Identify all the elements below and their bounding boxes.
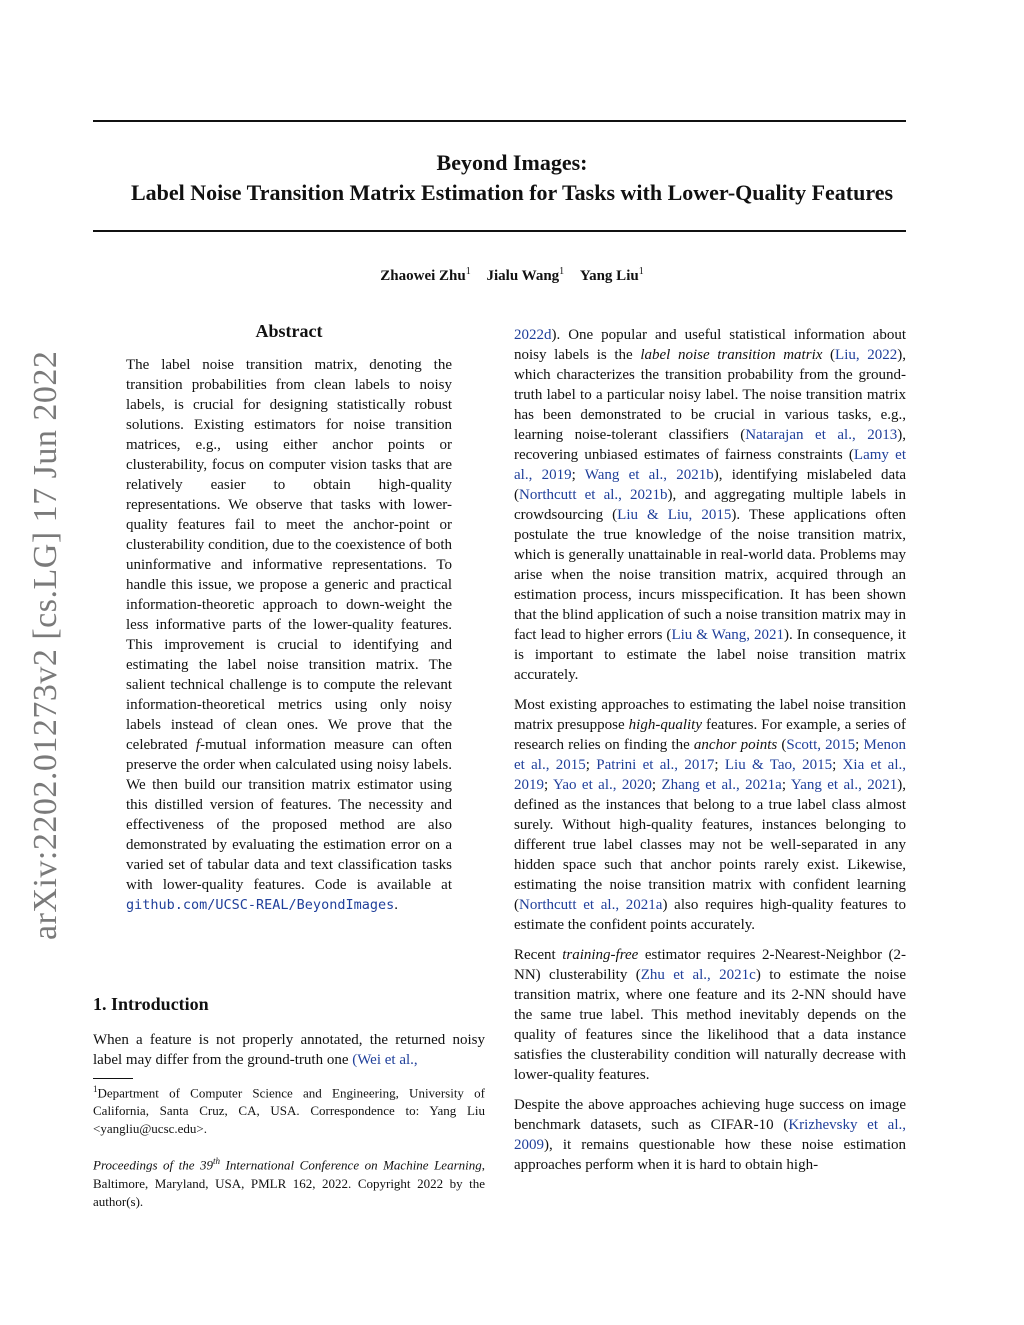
citation-link[interactable]: Northcutt et al., 2021b xyxy=(519,487,668,503)
author: Yang Liu$^1$ xyxy=(579,266,644,284)
text-run: ), defined as the instances that belong to a true label class almost surely. Without high-quality features, instances belonging to different true label classes may not be well-separated in any hidden space such that anchor points rarely exist. Likewise, estimating the noise transition matrix with confident learning ( xyxy=(514,777,906,913)
proceedings-note: Proceedings of the 39th International Conference on Machine Learning, Baltimore, Maryland, USA, PMLR 162, 2022. Copyright 2022 by the author(s). xyxy=(93,1156,485,1209)
text-run: Most existing approaches to estimating the label noise transition matrix presuppose xyxy=(514,697,906,733)
text-run: ; xyxy=(571,467,585,483)
text-run: Recent xyxy=(514,947,563,963)
author-list xyxy=(0,266,1024,285)
text-run: ), recovering unbiased estimates of fairness constraints ( xyxy=(514,427,906,463)
citation-link[interactable]: Zhu et al., 2021c xyxy=(640,967,756,983)
text-run: ), which characterizes the transition probability from the ground-truth label to a particular noisy label. The noise transition matrix has been demonstrated to be crucial in various tasks, e.g., learning noise-tolerant classifiers ( xyxy=(514,347,906,443)
text-run: ), identifying mislabeled data ( xyxy=(514,467,907,503)
affiliation-footnote: $^1$Department of Computer Science and Engineering, University of California, Santa Cruz, CA, USA. Correspondence to: Yang Liu <yangliu@ucsc.edu>. xyxy=(93,1084,485,1137)
text-run: ). In consequence, it is important to estimate the label noise transition matrix accurately. xyxy=(514,627,907,683)
footnote-rule xyxy=(93,1078,133,1079)
citation-link[interactable]: Scott, 2015 xyxy=(786,737,856,753)
footnotes xyxy=(93,1080,485,1211)
citation-link[interactable]: Lamy et al., 2019 xyxy=(514,447,906,483)
text-run: ), and aggregating multiple labels in crowdsourcing ( xyxy=(514,487,906,523)
section-heading-introduction: 1. Introduction xyxy=(93,994,209,1014)
citation-link[interactable]: 2022d xyxy=(514,327,552,343)
text-run: ; xyxy=(781,777,791,793)
citation-link[interactable]: Yao et al., 2020 xyxy=(553,777,652,793)
citation-link[interactable]: Menon et al., 2015 xyxy=(514,737,907,773)
emphasis: label noise transition matrix xyxy=(640,347,823,363)
title-rule-top xyxy=(93,120,906,122)
text-run: ; xyxy=(544,777,554,793)
text-run: ( xyxy=(822,347,836,363)
title-rule-bottom xyxy=(93,230,906,232)
citation-link[interactable]: Xia et al., 2019 xyxy=(514,757,907,793)
text-run: ). These applications often postulate the true knowledge of the noise transition matrix, which is generally unattainable in real-world data. Problems may arise when the noise transition matrix, acquired through an estimation process, incurs misspecification. It has been shown that the blind application of such a noise transition matrix may in fact lead to higher errors ( xyxy=(514,507,907,643)
abstract-body: The label noise transition matrix, denoting the transition probabilities from clean labels to noisy labels, is crucial for designing statistically robust solutions. Existing estimators for noise transition matrices, e.g., using either anchor points or clusterability, focus on computer vision tasks that are relatively easier to obtain high-quality representations. We observe that tasks with lower-quality features fail to meet the anchor-point or clusterability condition, due to the coexistence of both uninformative and informative representations. To handle this issue, we propose a generic and practical information-theoretic approach to down-weight the less informative parts of the lower-quality features. This improvement is crucial to identifying and estimating the label noise transition matrix. The salient technical challenge is to compute the relevant information-theoretical metrics using only noisy labels instead of clean ones. We prove that the celebrated f-mutual information measure can often preserve the order when calculated using noisy labels. We then build our transition matrix estimator using this distilled version of features. The necessity and effectiveness of the proposed method are also demonstrated by evaluating the estimation error on a varied set of tabular data and text classification tasks with lower-quality features. Code is available at github.com/UCSC-REAL/BeyondImages. xyxy=(126,357,452,913)
text-run: Despite the above approaches achieving huge success on image benchmark datasets, such as CIFAR-10 ( xyxy=(514,1097,906,1133)
emphasis: anchor points xyxy=(693,737,778,753)
paper-title-line2: Label Noise Transition Matrix Estimation for Tasks with Lower-Quality Features xyxy=(130,180,894,205)
text-run: ( xyxy=(777,737,787,753)
citation-link[interactable]: Northcutt et al., 2021a xyxy=(519,897,663,913)
citation-link[interactable]: Zhang et al., 2021a xyxy=(661,777,782,793)
author: Jialu Wang$^1$ xyxy=(486,266,565,284)
citation-link[interactable]: (Wei et al., xyxy=(352,1052,418,1068)
citation-link[interactable]: Patrini et al., 2017 xyxy=(596,757,715,773)
citation-link[interactable]: Wang et al., 2021b xyxy=(584,467,714,483)
paragraph xyxy=(514,695,906,935)
citation-link[interactable]: Liu & Wang, 2021 xyxy=(671,627,785,643)
intro-paragraph: When a feature is not properly annotated, the returned noisy label may differ from the ground-truth one (Wei et al., xyxy=(93,1032,485,1068)
text-run: features. For example, a series of research relies on finding the xyxy=(514,717,907,753)
emphasis: training-free xyxy=(562,947,639,963)
citation-link[interactable]: Natarajan et al., 2013 xyxy=(745,427,898,443)
text-run: ; xyxy=(855,737,864,753)
text-run: ) to estimate the noise transition matrix, where one feature and its 2-NN should have the same true label. This method inevitably depends on the quality of features since the likelihood that a data instance satisfies the clusterability condition will naturally decrease with lower-quality features. xyxy=(514,967,906,1083)
paper-title-line1: Beyond Images: xyxy=(436,150,588,175)
text-run: ), it remains questionable how these noise estimation approaches perform when it is hard to obtain high- xyxy=(514,1137,906,1173)
paragraph xyxy=(514,1095,906,1175)
author: Zhaowei Zhu$^1$ xyxy=(380,266,471,284)
citation-link[interactable]: Liu & Liu, 2015 xyxy=(617,507,732,523)
abstract-heading: Abstract xyxy=(255,321,323,341)
emphasis: high-quality xyxy=(628,717,702,733)
citation-link[interactable]: Liu, 2022 xyxy=(835,347,898,363)
citation-link[interactable]: Krizhevsky et al., 2009 xyxy=(514,1117,906,1153)
citation-link[interactable]: Yang et al., 2021 xyxy=(790,777,898,793)
text-run: estimator requires 2-Nearest-Neighbor (2-NN) clusterability ( xyxy=(514,947,906,983)
right-column xyxy=(514,325,906,1185)
text-run: ; xyxy=(651,777,662,793)
text-run: ). One popular and useful statistical information about noisy labels is the xyxy=(514,327,906,363)
text-run: ; xyxy=(832,757,843,773)
text-run: ) also requires high-quality features to estimate the confident points accurately. xyxy=(514,897,906,933)
text-run: ; xyxy=(714,757,725,773)
paragraph xyxy=(514,945,906,1085)
paragraph xyxy=(514,325,906,685)
code-link[interactable]: github.com/UCSC-REAL/BeyondImages xyxy=(126,897,395,913)
citation-link[interactable]: Liu & Tao, 2015 xyxy=(724,757,833,773)
arxiv-side-label: arXiv:2202.01273v2 [cs.LG] 17 Jun 2022 xyxy=(27,350,64,940)
text-run: ; xyxy=(585,757,597,773)
